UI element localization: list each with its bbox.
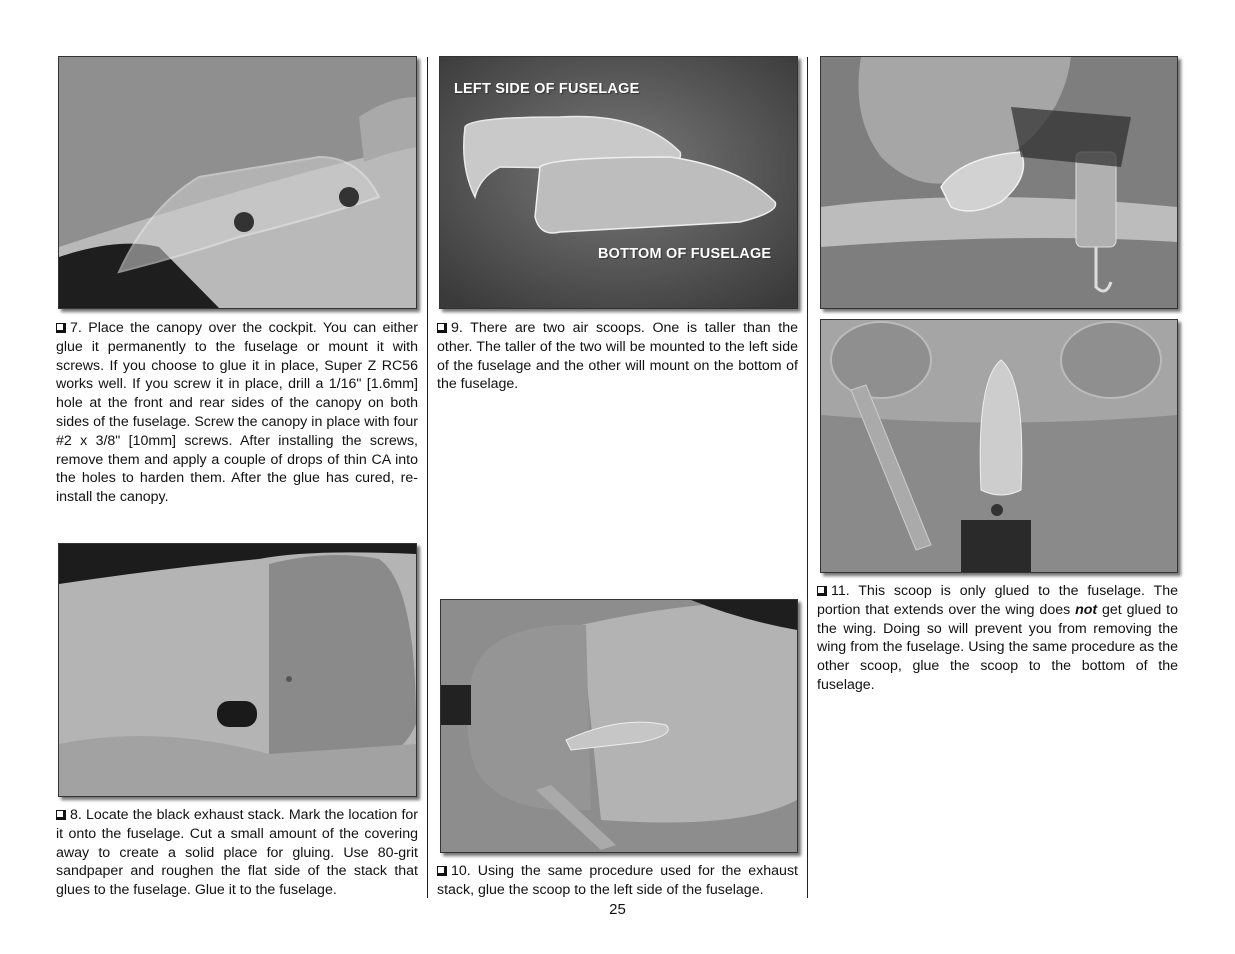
step-11-text: 11. This scoop is only glued to the fuselage. The portion that extends over the wing does not get glued to the wing. Doing so will prevent you from removing the wing from the fuselage. Using the same procedure as the other scoop, glue the scoop to the bottom of the fuselage. — [817, 583, 1179, 693]
step-7-text: 7. Place the canopy over the cockpit. You can either glue it permanently to the fuselage or mount it with screws. If you choose to glue it in place, Super Z RC56 works well. If you screw it in place, drill a 1/16" [1.6mm] hole at the front and rear sides of the canopy on both sides of the fuselage. Screw the canopy in place with four #2 x 3/8" [10mm] screws. After installing the screws, remove them and apply a couple of drops of thin CA into the holes to harden them. After the glue has cured, re-install the canopy. — [56, 320, 418, 506]
emphasis-not: not — [1075, 601, 1098, 618]
photo-scoop-bottom-side — [820, 56, 1178, 309]
checkbox-icon[interactable] — [437, 866, 447, 876]
checkbox-icon[interactable] — [56, 810, 66, 820]
photo-scoop-left-side — [440, 599, 798, 853]
checkbox-icon[interactable] — [817, 586, 827, 596]
photo-engine-area — [820, 319, 1178, 573]
column-divider-right — [807, 57, 808, 898]
photo-air-scoops — [439, 56, 798, 309]
checkbox-icon[interactable] — [56, 323, 66, 333]
column-divider-left — [427, 57, 428, 898]
photo-canopy — [58, 56, 417, 309]
page-number: 25 — [609, 901, 626, 918]
step-9-text: 9. There are two air scoops. One is taller than the other. The taller of the two will be mounted to the left side of the fuselage and the other will mount on the bottom of the fuselage. — [437, 320, 798, 393]
label-bottom-of-fuselage: BOTTOM OF FUSELAGE — [598, 246, 772, 262]
step-8-text: 8. Locate the black exhaust stack. Mark the location for it onto the fuselage. Cut a small amount of the covering away to create a solid place for gluing. Use 80-grit sandpaper and roughen the flat side of the stack that glues to the fuselage. Glue it to the fuselage. — [56, 807, 418, 899]
label-left-side-of-fuselage: LEFT SIDE OF FUSELAGE — [454, 81, 640, 97]
photo-exhaust-stack — [58, 543, 417, 797]
step-10-text: 10. Using the same procedure used for the exhaust stack, glue the scoop to the left side of the fuselage. — [437, 863, 798, 898]
checkbox-icon[interactable] — [437, 323, 447, 333]
